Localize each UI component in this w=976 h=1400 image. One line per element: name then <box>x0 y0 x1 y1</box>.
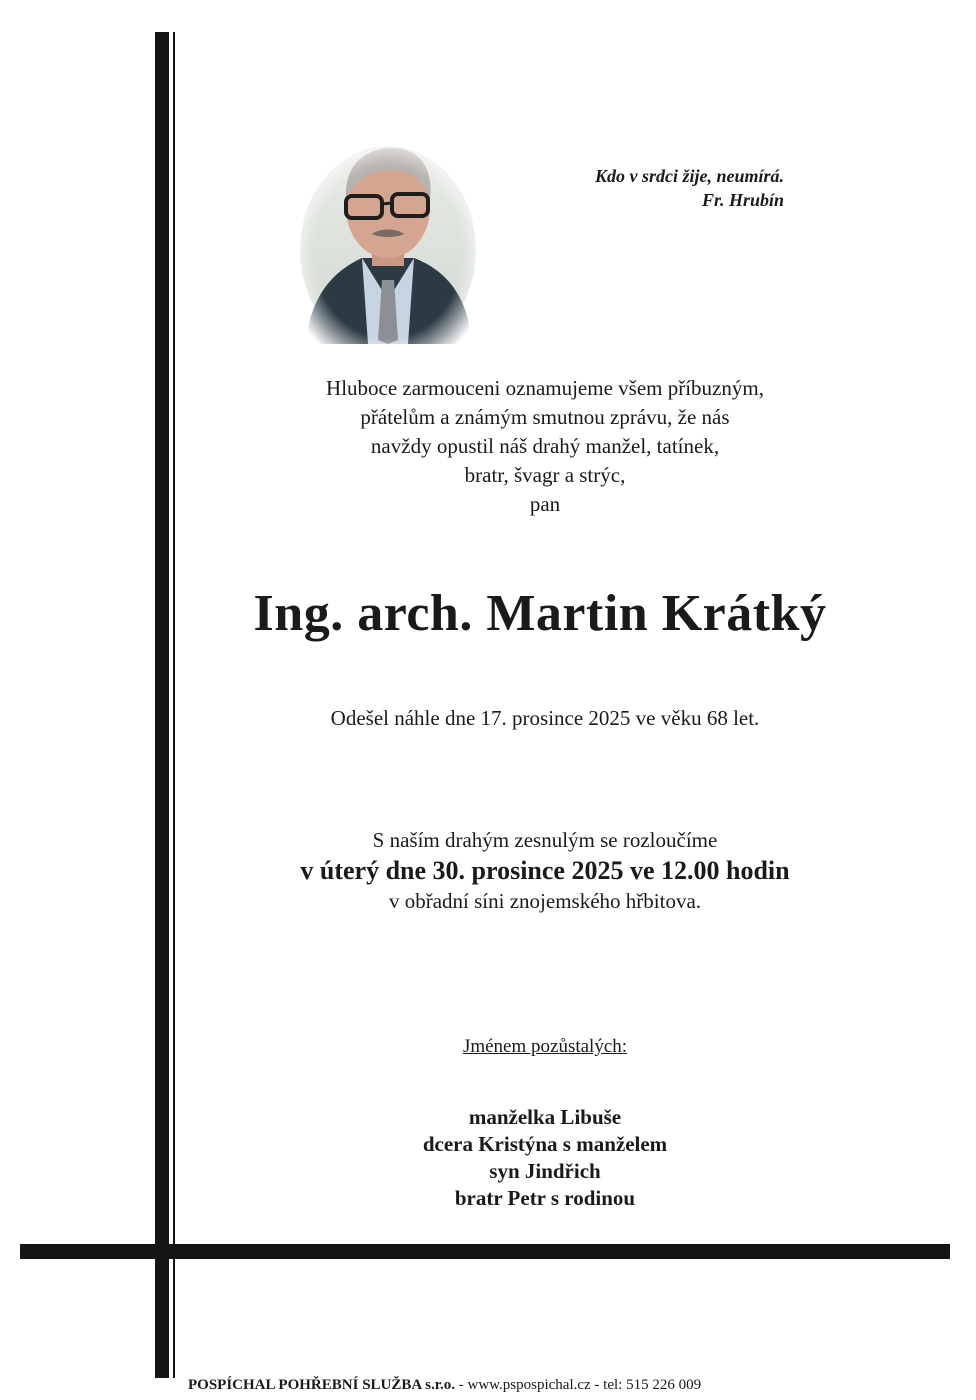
intro-line: přátelům a známým smutnou zprávu, že nás <box>360 405 730 429</box>
family-member: manželka Libuše <box>468 1105 622 1129</box>
announcement-text <box>200 374 890 519</box>
family-list <box>200 1104 890 1212</box>
intro-line: bratr, švagr a strýc, <box>464 463 626 487</box>
farewell-info <box>200 826 890 916</box>
farewell-place: v obřadní síni znojemského hřbitova. <box>388 889 702 913</box>
quote-author: Fr. Hrubín <box>701 190 784 210</box>
deceased-name: Ing. arch. Martin Krátký <box>253 585 827 642</box>
footer <box>188 1376 701 1394</box>
footer-company: POSPÍCHAL POHŘEBNÍ SLUŽBA s.r.o. <box>188 1377 456 1393</box>
death-notice: Odešel náhle dne 17. prosince 2025 ve věku 68 let. <box>330 706 760 730</box>
farewell-line: S naším drahým zesnulým se rozloučíme <box>372 828 718 852</box>
mourning-vertical-thin-line <box>173 32 175 1378</box>
family-member: bratr Petr s rodinou <box>454 1186 636 1210</box>
family-member: dcera Kristýna s manželem <box>422 1132 668 1156</box>
portrait-photo <box>300 140 476 344</box>
farewell-date: v úterý dne 30. prosince 2025 ve 12.00 hodin <box>300 856 790 885</box>
intro-line: navždy opustil náš drahý manžel, tatínek, <box>370 434 720 458</box>
quote-text: Kdo v srdci žije, neumírá. <box>594 166 784 186</box>
mourning-vertical-bar <box>155 32 169 1378</box>
intro-line: pan <box>529 492 561 516</box>
mourning-horizontal-bar <box>20 1244 950 1259</box>
footer-contact: - www.pspospichal.cz - tel: 515 226 009 <box>455 1377 702 1393</box>
memorial-quote <box>480 164 784 212</box>
intro-line: Hluboce zarmouceni oznamujeme všem příbuzným, <box>326 376 764 400</box>
family-member: syn Jindřich <box>489 1159 601 1183</box>
on-behalf-label: Jménem pozůstalých: <box>462 1036 628 1057</box>
